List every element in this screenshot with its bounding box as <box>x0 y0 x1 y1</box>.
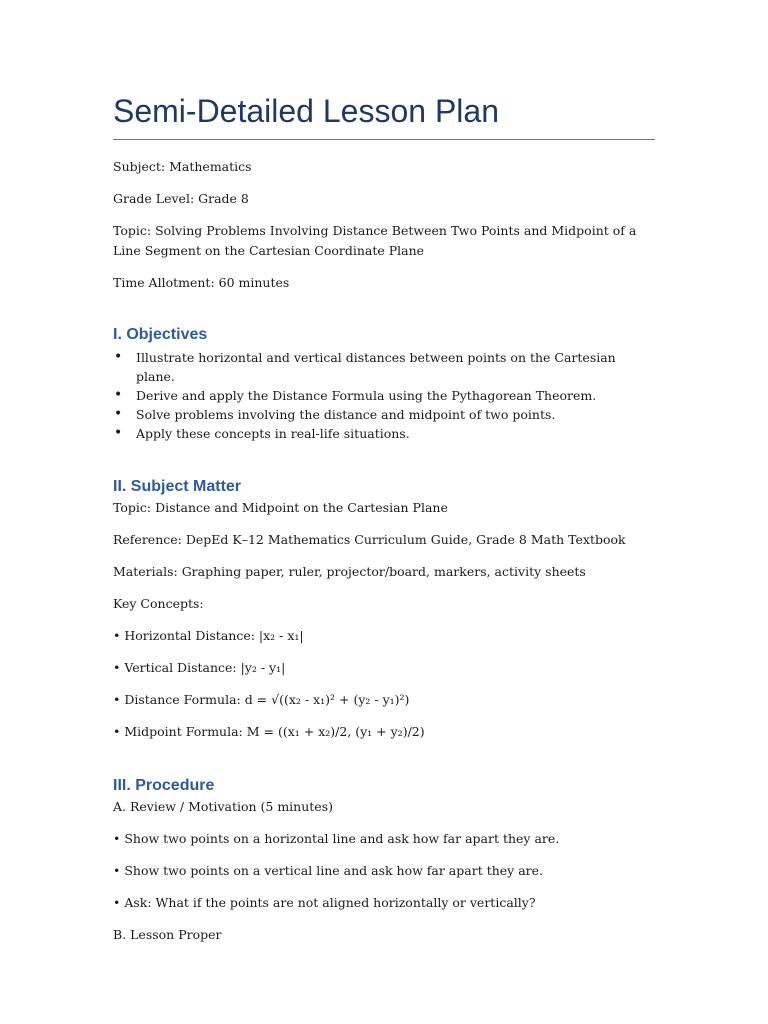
document-title: Semi-Detailed Lesson Plan <box>113 92 655 140</box>
review-item: • Ask: What if the points are not aligned horizontally or vertically? <box>113 895 536 911</box>
subject-matter-heading: II. Subject Matter <box>113 478 242 496</box>
meta-grade-level: Grade Level: Grade 8 <box>113 191 249 207</box>
lesson-proper-label: B. Lesson Proper <box>113 927 222 943</box>
procedure-body <box>113 797 655 945</box>
objective-item: • Solve problems involving the distance and midpoint of two points. <box>113 405 655 424</box>
review-motivation-label: A. Review / Motivation (5 minutes) <box>113 799 333 815</box>
lesson-meta <box>113 157 655 293</box>
objectives-list <box>113 348 655 443</box>
objective-item: • Illustrate horizontal and vertical distances between points on the Cartesian plane. <box>113 348 655 386</box>
subject-matter-body <box>113 498 655 742</box>
key-concept-item: • Vertical Distance: |y₂ - y₁| <box>113 660 286 676</box>
review-item: • Show two points on a horizontal line and ask how far apart they are. <box>113 831 560 847</box>
document-body <box>113 92 655 945</box>
objective-item: • Derive and apply the Distance Formula using the Pythagorean Theorem. <box>113 386 655 405</box>
subject-matter-reference: Reference: DepEd K–12 Mathematics Curriculum Guide, Grade 8 Math Textbook <box>113 532 626 548</box>
key-concept-item: • Horizontal Distance: |x₂ - x₁| <box>113 628 304 644</box>
meta-subject: Subject: Mathematics <box>113 159 252 175</box>
subject-matter-materials: Materials: Graphing paper, ruler, projector/board, markers, activity sheets <box>113 564 586 580</box>
subject-matter-topic: Topic: Distance and Midpoint on the Cartesian Plane <box>113 500 448 516</box>
key-concept-item: • Distance Formula: d = √((x₂ - x₁)² + (y₂ - y₁)²) <box>113 692 410 708</box>
key-concepts-label: Key Concepts: <box>113 596 204 612</box>
review-item: • Show two points on a vertical line and ask how far apart they are. <box>113 863 543 879</box>
key-concept-item: • Midpoint Formula: M = ((x₁ + x₂)/2, (y₁ + y₂)/2) <box>113 724 425 740</box>
meta-time-allotment: Time Allotment: 60 minutes <box>113 275 290 291</box>
objectives-heading: I. Objectives <box>113 326 208 344</box>
objective-item: • Apply these concepts in real-life situations. <box>113 424 655 443</box>
meta-topic: Topic: Solving Problems Involving Distance Between Two Points and Midpoint of a Line Segment on the Cartesian Coordinate Plane <box>113 223 637 259</box>
procedure-heading: III. Procedure <box>113 777 215 795</box>
